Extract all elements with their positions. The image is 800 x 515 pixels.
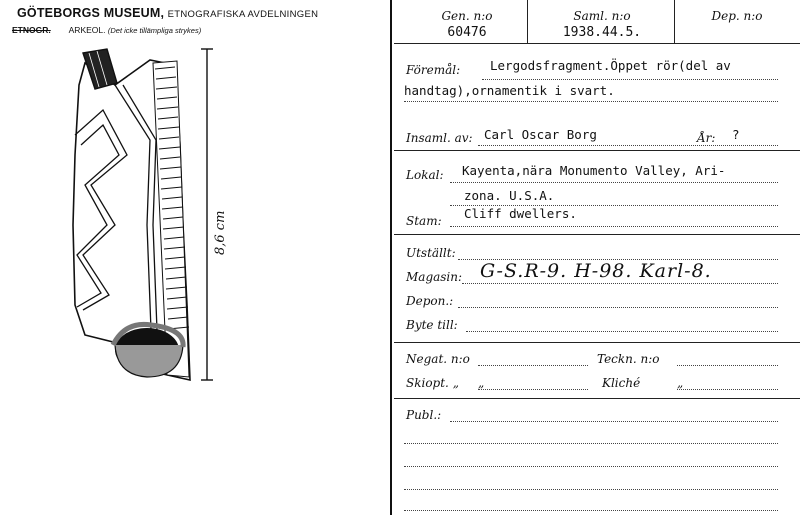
lokal-line1: Kayenta,nära Monumento Valley, Ari- [462,163,726,178]
kliche-mark: „ [677,376,684,390]
department-name: ETNOGRAFISKA AVDELNINGEN [167,9,319,20]
magasin-label: Magasin: [406,270,463,284]
dotted-line [478,365,588,366]
dotted-line [478,389,588,390]
dotted-line [450,226,778,227]
negat-label: Negat. n:o [406,352,470,366]
category-line [12,25,201,35]
gen-label: Gen. n:o [441,9,493,23]
dotted-line [478,145,778,146]
lokal-line2: zona. U.S.A. [464,188,555,203]
insaml-value: Carl Oscar Borg [484,127,597,142]
saml-value: 1938.44.5. [562,25,642,40]
foremal-line2: handtag),ornamentik i svart. [404,83,615,98]
category-arkeol: ARKEOL. [68,25,106,35]
dotted-line [482,79,778,80]
catalogue-card [390,0,800,515]
divider [394,398,800,399]
artifact-drawing [55,45,230,390]
saml-label: Saml. n:o [573,9,631,23]
divider [394,234,800,235]
kliche-label: Kliché [602,376,641,390]
ar-label: År: [697,131,716,145]
divider [394,342,800,343]
teckn-label: Teckn. n:o [597,352,660,366]
dep-label: Dep. n:o [711,9,763,23]
col-separator [527,0,528,43]
dotted-line [677,365,778,366]
foremal-label: Föremål: [406,63,461,77]
skiopt-label: Skiopt. „ [406,376,459,390]
left-panel [0,0,385,515]
utstallt-label: Utställt: [406,246,456,260]
dotted-line [404,510,778,511]
insaml-label: Insaml. av: [406,131,473,145]
stam-label: Stam: [406,214,442,228]
col-separator [674,0,675,43]
dotted-line [466,331,778,332]
divider [394,150,800,151]
category-struck: ETNOGR. [12,25,51,35]
measurement-label: 8,6 cm [213,210,228,255]
dotted-line [677,389,778,390]
dotted-line [404,443,778,444]
dotted-line [450,182,778,183]
ar-value: ? [732,127,740,142]
dotted-line [450,421,778,422]
dotted-line [404,489,778,490]
dotted-line [404,101,778,102]
dotted-line [458,307,778,308]
museum-name: GÖTEBORGS MUSEUM, [17,6,165,20]
foremal-line1: Lergodsfragment.Öppet rör(del av [490,58,731,73]
measurement-bar [201,49,213,380]
depon-label: Depon.: [406,294,454,308]
lokal-label: Lokal: [406,168,444,182]
magasin-value: G-S.R-9. H-98. Karl-8. [480,260,712,282]
category-note: (Det icke tillämpliga strykes) [107,26,202,35]
skiopt-mark: „ [478,376,485,390]
museum-header [17,6,318,20]
publ-label: Publ.: [406,408,442,422]
divider [394,43,800,44]
stam-value: Cliff dwellers. [464,206,577,221]
dotted-line [404,466,778,467]
tube-opening [113,324,183,377]
byte-label: Byte till: [406,318,458,332]
dotted-line [462,283,778,284]
gen-value: 60476 [447,25,487,40]
